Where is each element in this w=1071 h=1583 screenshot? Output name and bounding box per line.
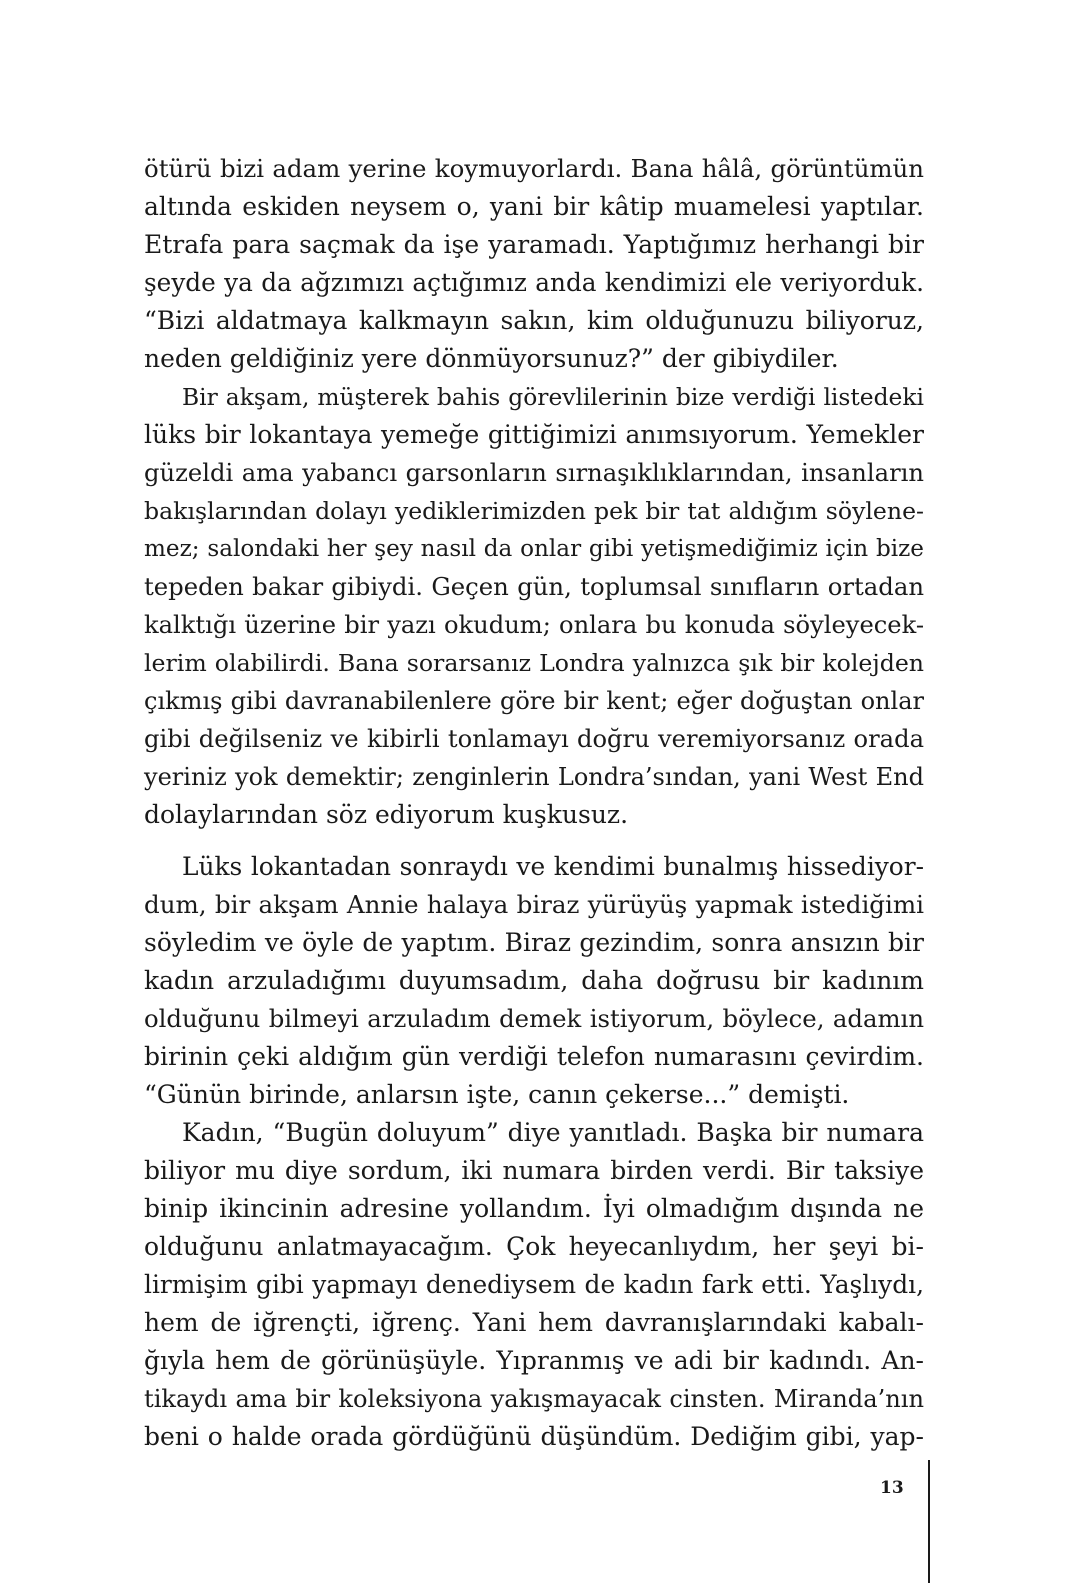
text-line: lüks bir lokantaya yemeğe gittiğimizi anımsıyorum. Yemekler — [144, 420, 924, 449]
page-number: 13 — [880, 1478, 904, 1498]
text-line: “Bizi aldatmaya kalkmayın sakın, kim olduğunuzu biliyoruz, — [144, 306, 924, 335]
text-line: dolaylarından söz ediyorum kuşkusuz. — [144, 800, 629, 829]
text-line: kalktığı üzerine bir yazı okudum; onlara bu konuda söyleyecek- — [144, 611, 924, 639]
text-line: gibi değilseniz ve kibirli tonlamayı doğru veremiyorsanız orada — [144, 725, 924, 753]
text-line: birinin çeki aldığım gün verdiği telefon numarasını çevirdim. — [144, 1042, 924, 1071]
text-line: dum, bir akşam Annie halaya biraz yürüyüş yapmak istediğimi — [144, 890, 924, 919]
text-line: kadın arzuladığımı duyumsadım, daha doğrusu bir kadınım — [144, 966, 924, 995]
text-line: mez; salondaki her şey nasıl da onlar gibi yetişmediğimiz için bize — [144, 536, 924, 562]
text-line: tikaydı ama bir koleksiyona yakışmayacak cinsten. Miranda’nın — [144, 1385, 924, 1413]
text-line: biliyor mu diye sordum, iki numara birden verdi. Bir taksiye — [144, 1156, 924, 1185]
text-line: ötürü bizi adam yerine koymuyorlardı. Bana hâlâ, görüntümün — [144, 154, 924, 183]
text-line: yeriniz yok demektir; zenginlerin Londra’sından, yani West End — [144, 763, 924, 791]
text-line: altında eskiden neysem o, yani bir kâtip muamelesi yaptılar. — [144, 192, 924, 221]
text-line: Lüks lokantadan sonraydı ve kendimi bunalmış hissediyor- — [182, 852, 924, 881]
text-line: Kadın, “Bugün doluyum” diye yanıtladı. Başka bir numara — [182, 1118, 924, 1147]
text-line: şeyde ya da ağzımızı açtığımız anda kendimizi ele veriyorduk. — [144, 268, 924, 297]
text-line: binip ikincinin adresine yollandım. İyi olmadığım dışında ne — [144, 1194, 924, 1223]
text-line: güzeldi ama yabancı garsonların sırnaşıklıklarından, insanların — [144, 459, 924, 487]
text-line: lerim olabilirdi. Bana sorarsanız Londra yalnızca şık bir kolejden — [144, 649, 924, 677]
paragraph-group-1 — [144, 150, 924, 834]
text-line: Bir akşam, müşterek bahis görevlilerinin bize verdiği listedeki — [182, 383, 924, 411]
text-line: beni o halde orada gördüğünü düşündüm. Dediğim gibi, yap- — [144, 1422, 924, 1451]
text-line: tepeden bakar gibiydi. Geçen gün, toplumsal sınıfların ortadan — [144, 572, 924, 601]
text-line: olduğunu anlatmayacağım. Çok heyecanlıydım, her şeyi bi- — [144, 1232, 924, 1261]
text-line: çıkmış gibi davranabilenlere göre bir kent; eğer doğuştan onlar — [144, 687, 924, 715]
page-margin-rule — [928, 1460, 930, 1583]
text-line: olduğunu bilmeyi arzuladım demek istiyorum, böylece, adamın — [144, 1004, 924, 1033]
text-line: neden geldiğiniz yere dönmüyorsunuz?” der gibiydiler. — [144, 344, 839, 373]
text-line: söyledim ve öyle de yaptım. Biraz gezindim, sonra ansızın bir — [144, 928, 924, 957]
text-line: lirmişim gibi yapmayı denediysem de kadın fark etti. Yaşlıydı, — [144, 1270, 924, 1299]
paragraph-group-2 — [144, 848, 924, 1456]
text-line: bakışlarından dolayı yediklerimizden pek bir tat aldığım söylene- — [144, 497, 924, 525]
text-line: hem de iğrençti, iğrenç. Yani hem davranışlarındaki kabalı- — [144, 1308, 924, 1337]
text-line: Etrafa para saçmak da işe yaramadı. Yaptığımız herhangi bir — [144, 230, 924, 259]
text-line: “Günün birinde, anlarsın işte, canın çekerse...” demişti. — [144, 1080, 850, 1109]
text-line: ğıyla hem de görünüşüyle. Yıpranmış ve adi bir kadındı. An- — [144, 1346, 924, 1375]
